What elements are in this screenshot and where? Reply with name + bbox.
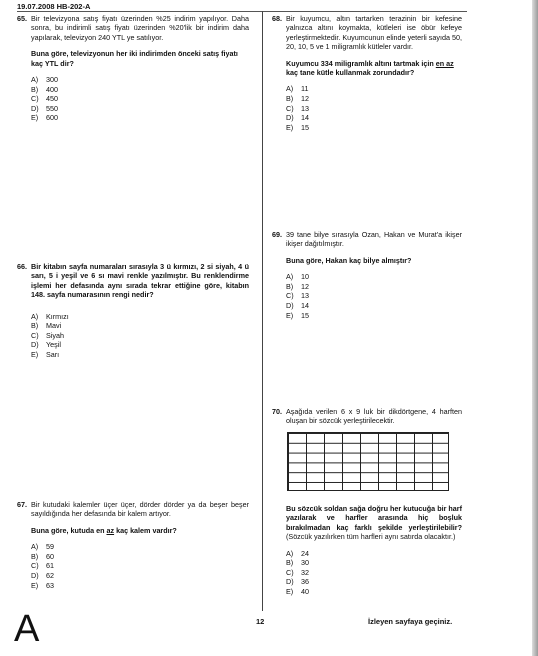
option-c[interactable]: C) 32 [286,567,309,577]
answer-options [31,312,249,360]
page-edge-shadow [532,0,538,656]
option-c[interactable]: C) 61 [31,561,54,571]
answer-options [286,84,462,132]
answer-options [31,542,249,590]
option-d[interactable]: D) 14 [286,113,309,123]
option-a[interactable]: A) 59 [31,542,54,552]
question-text: Bir televizyona satış fiyatı üzerinden %25 indirim yapılıyor. Daha sonra, bu indirimli satış fiyatı üzerinden %20'lik bir indirim daha yapılarak, televizyon 240 YTL ye satılıyor. [31,14,249,42]
question-number: 69. [272,230,282,239]
option-a[interactable]: A) 11 [286,84,309,94]
question-number: 66. [17,262,27,271]
exam-header: 19.07.2008 HB-202-A [17,2,91,11]
answer-options [31,75,249,123]
option-e[interactable]: E) Sarı [31,350,60,359]
question-70-stem [272,504,462,597]
question-stem: Buna göre, televizyonun her iki indirimden önceki satış fiyatı kaç YTL dir? [31,49,238,68]
emphasis-underline: az [106,525,115,535]
option-d[interactable]: D) 62 [31,571,54,580]
option-d[interactable]: D) 550 [31,103,58,113]
option-e[interactable]: E) 600 [31,113,58,123]
option-b[interactable]: B) Mavi [31,321,62,331]
column-divider [262,11,263,611]
option-e[interactable]: E) 63 [31,580,54,590]
question-stem: Buna göre, Hakan kaç bilye almıştır? [286,255,412,265]
emphasis-underline: en az [435,58,454,68]
option-b[interactable]: B) 30 [286,558,309,568]
option-b[interactable]: B) 12 [286,94,309,104]
question-number: 67. [17,500,27,509]
option-c[interactable]: C) 13 [286,291,309,301]
option-c[interactable]: C) 450 [31,94,58,104]
letter-grid-6x9 [287,432,449,491]
question-text: Aşağıda verilen 6 x 9 luk bir dikdörtgene, 4 harften oluşan bir sözcük yerleştirilecektir. [286,407,462,426]
option-b[interactable]: B) 60 [31,551,54,561]
option-a[interactable]: A) 300 [31,75,58,85]
header-rule [17,11,467,12]
question-65 [17,14,249,123]
question-66 [17,262,249,360]
question-number: 65. [17,14,27,23]
option-e[interactable]: E) 15 [286,310,309,320]
question-67 [17,500,249,590]
question-text: Bir kitabın sayfa numaraları sırasıyla 3 ü kırmızı, 2 si siyah, 4 ü sarı, 5 i yeşil ve 6 sı mavi renkle yazılmıştır. Bu renklendirme işlemi her defasında aynı sırada tekrar ettiğine göre, kitabın 148. sayfa numarasının rengi nedir? [31,262,249,300]
question-number: 70. [272,407,282,416]
question-number: 68. [272,14,282,23]
question-text: Bir kuyumcu, altın tartarken terazinin bir kefesine yalnızca altını koymakta, kütleleri ise öbür kefeye yerleştirmektedir. Kuyumcunun elinde yeterli sayıda 50, 20, 10, 5 ve 1 miligramlık kütleler vardır. [286,14,462,52]
question-stem: Kuyumcu 334 miligramlık altını tartmak için en az kaç tane kütle kullanmak zorundadır? [286,58,454,78]
option-d[interactable]: D) Yeşil [31,340,61,350]
option-d[interactable]: D) 36 [286,577,309,587]
question-70 [272,407,462,426]
question-text: Bir kutudaki kalemler üçer üçer, dörder dörder ya da beşer beşer sayıldığında her defasında bir kalem artıyor. [31,500,249,519]
answer-options [286,549,462,597]
option-b[interactable]: B) 400 [31,84,58,94]
question-stem: Buna göre, kutuda en az kaç kalem vardır? [31,525,177,535]
option-a[interactable]: A) 24 [286,548,309,558]
option-d[interactable]: D) 14 [286,301,309,310]
page-number: 12 [256,617,265,626]
question-69 [272,230,462,320]
option-a[interactable]: A) 10 [286,272,309,282]
question-stem: Bu sözcük soldan sağa doğru her kutucuğa bir harf yazılarak ve harfler arasında hiç boşluk bırakılmadan kaç farklı şekilde yerleştirilebilir? (Sözcük yazılırken tüm harfleri aynı satırda olacaktır.) [286,504,462,542]
option-e[interactable]: E) 40 [286,587,309,596]
question-68 [272,14,462,132]
option-e[interactable]: E) 15 [286,122,309,132]
option-a[interactable]: A) Kırmızı [31,311,69,321]
option-b[interactable]: B) 12 [286,281,309,291]
next-page-note: İzleyen sayfaya geçiniz. [368,617,453,626]
option-c[interactable]: C) 13 [286,103,309,113]
question-text: 39 tane bilye sırasıyla Ozan, Hakan ve Murat'a ikişer ikişer dağıtılmıştır. [286,230,462,249]
option-c[interactable]: C) Siyah [31,330,64,340]
answer-options [286,272,462,320]
booklet-type-letter: A [14,608,40,650]
